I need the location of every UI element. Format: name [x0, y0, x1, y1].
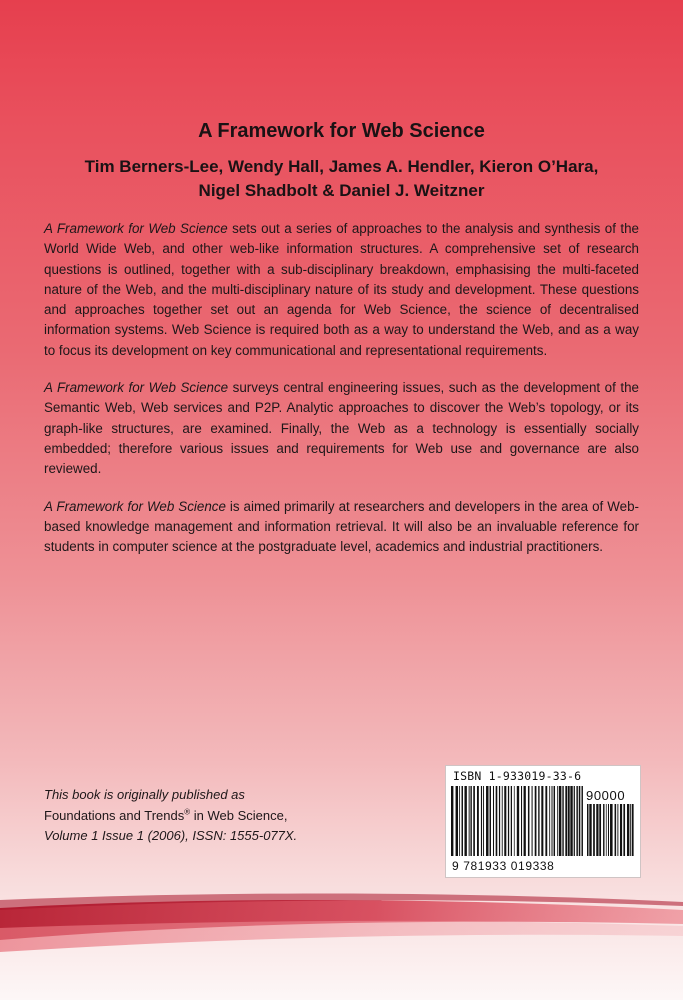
barcode-bar: [568, 786, 570, 856]
barcode-bar: [545, 786, 547, 856]
ean-barcode: [451, 786, 583, 862]
barcode-bar: [623, 804, 625, 856]
barcode-bar: [462, 786, 463, 856]
barcode-bar: [608, 804, 609, 856]
barcode-bar: [589, 804, 591, 856]
barcode-bar: [477, 786, 479, 856]
barcode-bar: [627, 804, 629, 856]
authors-line-1: Tim Berners-Lee, Wendy Hall, James A. Hendler, Kieron O’Hara,: [84, 157, 599, 176]
barcode-bar: [551, 786, 552, 856]
blurb-paragraph-text: is aimed primarily at researchers and developers in the area of Web-based knowledge management and information retrieval. It will also be an invaluable reference for students in computer science at the postgraduate level, academics and industrial practitioners.: [44, 498, 639, 555]
blurb-title-reference: A Framework for Web Science: [44, 221, 228, 236]
barcode-bar: [511, 786, 512, 856]
barcode-bar: [610, 804, 613, 856]
book-title: A Framework for Web Science: [198, 120, 485, 142]
series-name: Foundations and Trends: [44, 807, 185, 823]
barcode-bar: [508, 786, 509, 856]
barcode-bar: [483, 786, 484, 856]
barcode-bar: [493, 786, 494, 856]
blurb-paragraph-2: [44, 378, 639, 479]
publication-note-line-2: [44, 806, 297, 827]
barcode-bar: [582, 786, 583, 856]
barcode-bar: [565, 786, 567, 856]
barcode-bar: [524, 786, 526, 856]
blurb-paragraph-1: [44, 219, 639, 361]
barcode-bar: [576, 786, 577, 856]
barcode-bar: [620, 804, 622, 856]
series-suffix: in Web Science,: [190, 807, 288, 823]
barcode-bar: [632, 804, 634, 856]
barcode-bar: [499, 786, 500, 856]
barcode-bar: [557, 786, 558, 856]
barcode-bar: [490, 786, 491, 856]
ean-digits: 9 781933 019338: [452, 859, 555, 873]
barcode-bar: [469, 786, 470, 856]
publication-note: [44, 785, 297, 847]
registered-mark: ®: [184, 807, 191, 817]
barcode-bar: [549, 786, 550, 856]
blurb-paragraph-3: [44, 497, 639, 558]
barcode-bar: [593, 804, 595, 856]
barcode-bar: [615, 804, 617, 856]
barcode-bar: [603, 804, 604, 856]
barcode-bar: [451, 786, 453, 856]
barcode-bar: [606, 804, 607, 856]
price-addon-digits: 90000: [586, 788, 626, 803]
barcode-bar: [535, 786, 537, 856]
blurb-title-reference: A Framework for Web Science: [44, 380, 229, 396]
addon-barcode: [587, 804, 635, 862]
barcode-bar: [562, 786, 563, 856]
barcode-bar: [617, 804, 618, 856]
barcode-bar: [554, 786, 555, 856]
barcode-bar: [517, 786, 519, 856]
barcode-bar: [486, 786, 488, 856]
publication-note-line-3: Volume 1 Issue 1 (2006), ISSN: 1555-077X.: [44, 828, 298, 843]
barcode-bar: [496, 786, 498, 856]
barcode-bar: [504, 786, 506, 856]
isbn-barcode-label: [445, 765, 641, 878]
blurb-paragraph-text: surveys central engineering issues, such as the development of the Semantic Web, Web services and P2P. Analytic approaches to discover the Web’s topology, or its graph-like structures, are examined. Finally, the Web as a technology is essentially socially embedded; therefore various issues and requirements for Web use and governance are also reviewed.: [44, 380, 639, 477]
barcode-bar: [456, 786, 458, 856]
blurb-paragraph-text: sets out a series of approaches to the analysis and synthesis of the World Wide Web, and other web-like information structures. A comprehensive set of research questions is outlined, together with a sub-disciplinary breakdown, emphasising the multi-faceted nature of the Web, and the multi-disciplinary nature of its study and development. These questions and approaches together set out an agenda for Web Science, the science of decentralised information systems. Web Science is required both as a way to understand the Web, and as a way to focus its development on key communicational and representational requirements.: [44, 221, 639, 358]
barcode-bar: [574, 786, 575, 856]
barcode-bar: [481, 786, 482, 856]
barcode-bar: [570, 786, 572, 856]
blurb: [44, 219, 639, 574]
barcode-bar: [532, 786, 533, 856]
barcode-bar: [599, 804, 601, 856]
isbn-number: ISBN 1-933019-33-6: [453, 769, 582, 783]
barcode-bar: [538, 786, 539, 856]
barcode-bar: [587, 804, 588, 856]
barcode-bar: [473, 786, 475, 856]
barcode-bar: [459, 786, 460, 856]
barcode-bar: [464, 786, 466, 856]
barcode-bar: [630, 804, 631, 856]
barcode-bar: [502, 786, 503, 856]
decorative-swoosh-band: [0, 880, 683, 1000]
publication-note-line-1: This book is originally published as: [44, 787, 245, 802]
barcode-bar: [528, 786, 530, 856]
barcode-bar: [579, 786, 581, 856]
authors-line-2: Nigel Shadbolt & Daniel J. Weitzner: [198, 181, 485, 200]
barcode-bar: [541, 786, 543, 856]
blurb-title-reference: A Framework for Web Science: [44, 498, 226, 514]
barcode-bar: [521, 786, 522, 856]
barcode-bar: [559, 786, 562, 856]
barcode-bar: [596, 804, 598, 856]
barcode-bar: [470, 786, 471, 856]
book-authors: [40, 155, 643, 203]
barcode-bar: [514, 786, 515, 856]
